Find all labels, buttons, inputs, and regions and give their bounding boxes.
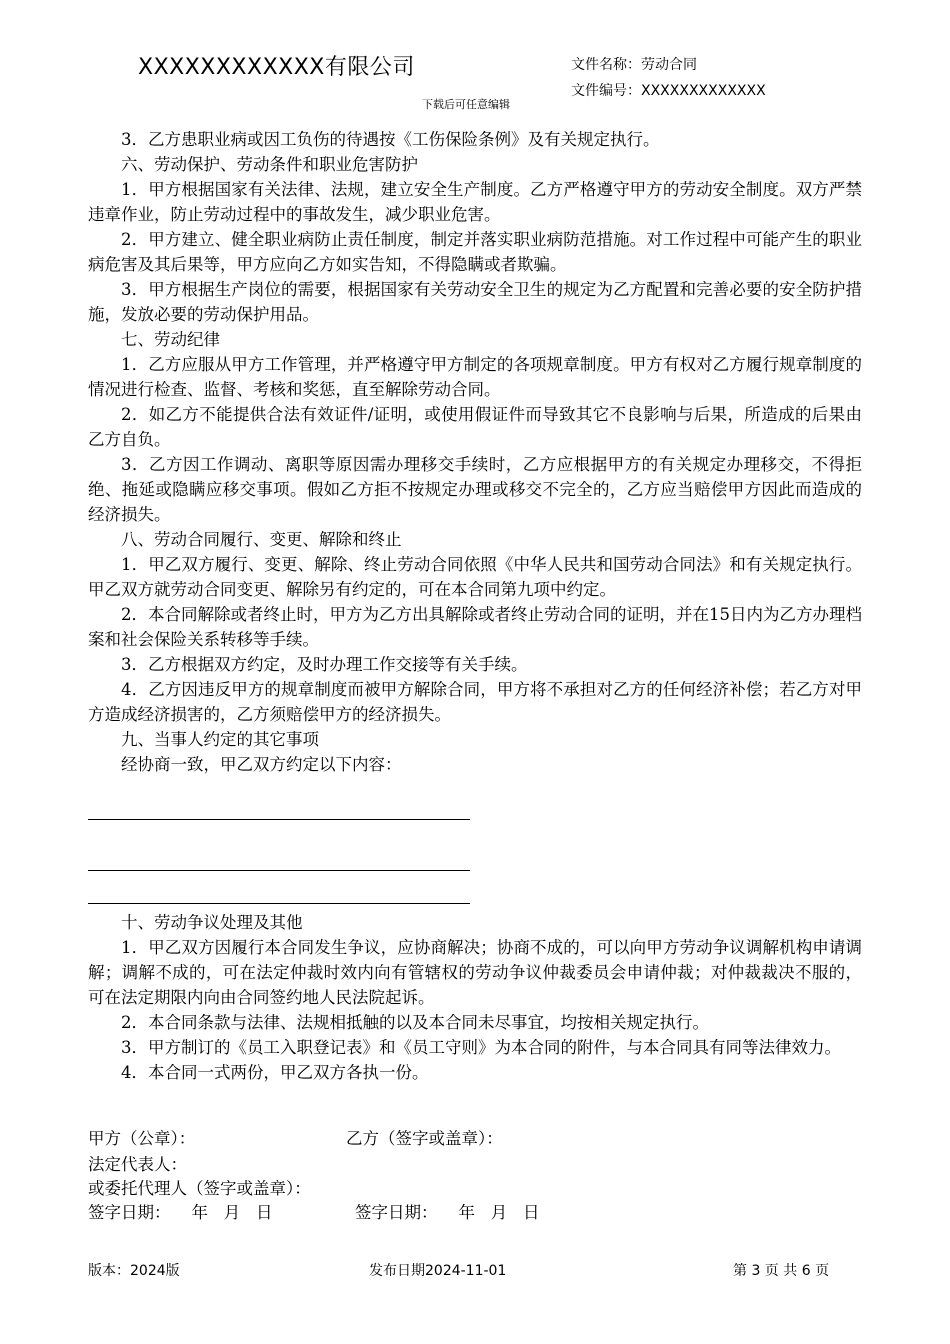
section-10-heading: 十、劳动争议处理及其他: [121, 913, 303, 932]
party-b-sign: 乙方（签字或盖章）：: [346, 1129, 503, 1148]
file-number: 文件编号：XXXXXXXXXXXXX: [571, 83, 766, 99]
clause-8-1: 1．甲乙双方履行、变更、解除、终止劳动合同依照《中华人民共和国劳动合同法》和有关规定执行。甲乙双方就劳动合同变更、解除另有约定的，可在本合同第九项中约定。: [88, 555, 862, 599]
footer-version: 版本：2024版: [88, 1263, 180, 1279]
section-7-heading: 七、劳动纪律: [121, 330, 220, 349]
sign-date-b: 签字日期： 年 月 日: [355, 1203, 540, 1222]
blank-line[interactable]: [88, 870, 470, 871]
clause-8-2: 2．本合同解除或者终止时，甲方为乙方出具解除或者终止劳动合同的证明，并在15日内为乙方办理档案和社会保险关系转移等手续。: [88, 605, 862, 649]
party-a-seal: 甲方（公章）：: [88, 1129, 196, 1148]
clause-10-4: 4．本合同一式两份，甲乙双方各执一份。: [121, 1063, 429, 1082]
clause-9-intro: 经协商一致，甲乙双方约定以下内容：: [121, 755, 402, 774]
clause-10-2: 2．本合同条款与法律、法规相抵触的以及本合同未尽事宜，均按相关规定执行。: [121, 1013, 709, 1032]
file-name: 文件名称：劳动合同: [571, 57, 697, 73]
blank-line[interactable]: [88, 819, 470, 820]
clause-7-3: 3．乙方因工作调动、离职等原因需办理移交手续时，乙方应根据甲方的有关规定办理移交，不得拒绝、拖延或隐瞒应移交事项。假如乙方拒不按规定办理或移交不完全的，乙方应当赔偿甲方因此而造成的经济损失。: [88, 455, 862, 524]
clause-8-4: 4．乙方因违反甲方的规章制度而被甲方解除合同，甲方将不承担对乙方的任何经济补偿；若乙方对甲方造成经济损害的，乙方须赔偿甲方的经济损失。: [88, 680, 862, 724]
sign-date-a: 签字日期： 年 月 日: [88, 1203, 273, 1222]
clause-6-1: 1．甲方根据国家有关法律、法规，建立安全生产制度。乙方严格遵守甲方的劳动安全制度。双方严禁违章作业，防止劳动过程中的事故发生，减少职业危害。: [88, 180, 862, 224]
editable-note: 下载后可任意编辑: [422, 98, 510, 111]
clause-10-1: 1．甲乙双方因履行本合同发生争议，应协商解决；协商不成的，可以向甲方劳动争议调解机构申请调解；调解不成的，可在法定仲裁时效内向有管辖权的劳动争议仲裁委员会申请仲裁；对仲裁裁决不服的，可在法定期限内向由合同签约地人民法院起诉。: [88, 938, 862, 1007]
blank-line[interactable]: [88, 903, 470, 904]
authorized-agent: 或委托代理人（签字或盖章）：: [88, 1179, 311, 1198]
contract-body: [88, 127, 862, 1085]
section-9-heading: 九、当事人约定的其它事项: [121, 730, 319, 749]
footer-page-number: 第 3 页 共 6 页: [733, 1263, 830, 1279]
company-name: XXXXXXXXXXXX有限公司: [138, 55, 415, 80]
section-8-heading: 八、劳动合同履行、变更、解除和终止: [121, 530, 402, 549]
section-6-heading: 六、劳动保护、劳动条件和职业危害防护: [121, 155, 418, 174]
clause-8-3: 3．乙方根据双方约定，及时办理工作交接等有关手续。: [121, 655, 528, 674]
legal-representative: 法定代表人：: [88, 1155, 187, 1174]
clause-5-3: 3．乙方患职业病或因工负伤的待遇按《工伤保险条例》及有关规定执行。: [121, 130, 660, 149]
clause-10-3: 3．甲方制订的《员工入职登记表》和《员工守则》为本合同的附件，与本合同具有同等法律效力。: [121, 1038, 841, 1057]
clause-6-3: 3．甲方根据生产岗位的需要，根据国家有关劳动安全卫生的规定为乙方配置和完善必要的安全防护措施，发放必要的劳动保护用品。: [88, 280, 862, 324]
clause-6-2: 2．甲方建立、健全职业病防止责任制度，制定并落实职业病防范措施。对工作过程中可能产生的职业病危害及其后果等，甲方应向乙方如实告知，不得隐瞒或者欺骗。: [88, 230, 862, 274]
footer-publish-date: 发布日期2024-11-01: [369, 1263, 507, 1279]
clause-7-2: 2．如乙方不能提供合法有效证件/证明，或使用假证件而导致其它不良影响与后果，所造成的后果由乙方自负。: [88, 405, 862, 449]
clause-7-1: 1．乙方应服从甲方工作管理，并严格遵守甲方制定的各项规章制度。甲方有权对乙方履行规章制度的情况进行检查、监督、考核和奖惩，直至解除劳动合同。: [88, 355, 862, 399]
